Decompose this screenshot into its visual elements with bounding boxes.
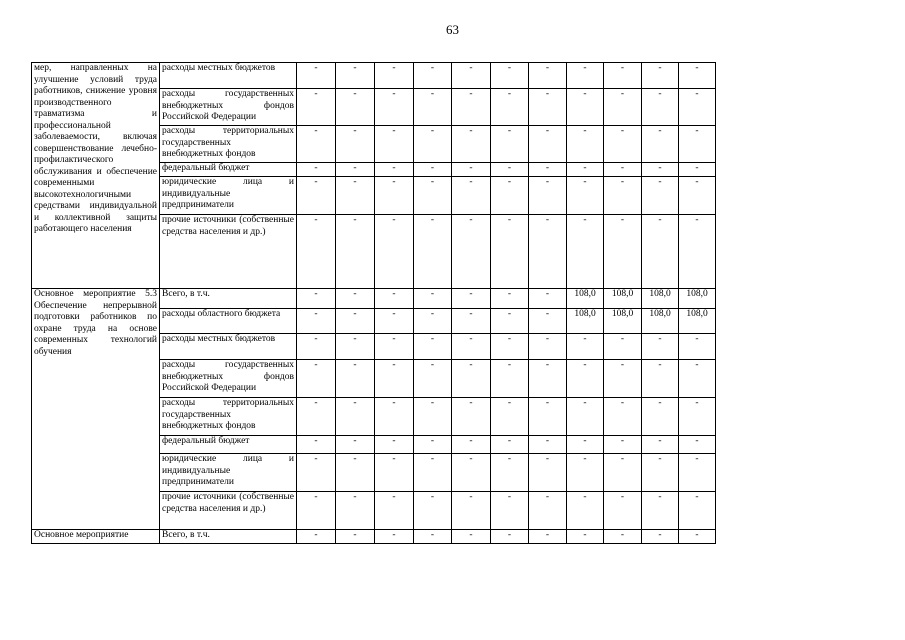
value-cell: -	[297, 177, 336, 215]
value-cell: 108,0	[604, 289, 642, 309]
value-cell: -	[604, 89, 642, 126]
value-cell: -	[567, 126, 604, 163]
measure-cell: мер, направленных на улучшение условий труда работников, снижение уровня производственного травматизма и профессиональной заболеваемости, включая совершенствование лечебно-профилактического обслуживания и обеспечение современными высокотехнологичными средствами индивидуальной и коллективной защиты работающего населения	[32, 63, 160, 289]
value-cell: -	[567, 215, 604, 289]
value-cell: -	[375, 360, 414, 398]
funding-source-cell: федеральный бюджет	[160, 436, 297, 454]
value-cell: -	[336, 360, 375, 398]
value-cell: -	[336, 289, 375, 309]
value-cell: -	[452, 177, 491, 215]
value-cell: -	[414, 436, 452, 454]
funding-source-cell: расходы государственных внебюджетных фондов Российской Федерации	[160, 89, 297, 126]
funding-source-cell: федеральный бюджет	[160, 163, 297, 177]
value-cell: -	[375, 126, 414, 163]
value-cell: -	[375, 63, 414, 89]
value-cell: -	[297, 454, 336, 492]
value-cell: -	[414, 63, 452, 89]
value-cell: -	[491, 126, 529, 163]
value-cell: 108,0	[642, 309, 679, 334]
value-cell: -	[529, 360, 567, 398]
value-cell: -	[491, 163, 529, 177]
value-cell: -	[297, 334, 336, 360]
table-row	[32, 63, 716, 89]
value-cell: -	[567, 63, 604, 89]
value-cell: -	[679, 63, 716, 89]
value-cell: 108,0	[567, 289, 604, 309]
value-cell: -	[642, 215, 679, 289]
value-cell: -	[452, 398, 491, 436]
value-cell: -	[679, 89, 716, 126]
value-cell: -	[452, 492, 491, 530]
value-cell: -	[375, 454, 414, 492]
value-cell: -	[529, 89, 567, 126]
value-cell: -	[642, 436, 679, 454]
value-cell: -	[642, 334, 679, 360]
value-cell: 108,0	[642, 289, 679, 309]
value-cell: -	[297, 126, 336, 163]
value-cell: -	[297, 289, 336, 309]
value-cell: -	[642, 126, 679, 163]
value-cell: -	[297, 63, 336, 89]
value-cell: -	[336, 63, 375, 89]
value-cell: -	[679, 530, 716, 544]
value-cell: -	[452, 530, 491, 544]
value-cell: -	[414, 89, 452, 126]
value-cell: -	[679, 163, 716, 177]
funding-source-cell: юридические лица и индивидуальные предприниматели	[160, 454, 297, 492]
value-cell: -	[604, 454, 642, 492]
measure-cell: Основное мероприятие	[32, 530, 160, 544]
value-cell: -	[642, 163, 679, 177]
funding-source-cell: расходы областного бюджета	[160, 309, 297, 334]
value-cell: -	[414, 454, 452, 492]
value-cell: -	[336, 492, 375, 530]
value-cell: -	[604, 334, 642, 360]
value-cell: -	[414, 334, 452, 360]
value-cell: -	[375, 492, 414, 530]
value-cell: -	[297, 215, 336, 289]
value-cell: -	[491, 334, 529, 360]
value-cell: -	[567, 454, 604, 492]
value-cell: -	[529, 530, 567, 544]
value-cell: -	[336, 89, 375, 126]
funding-source-cell: юридические лица и индивидуальные предприниматели	[160, 177, 297, 215]
value-cell: -	[452, 454, 491, 492]
value-cell: -	[414, 289, 452, 309]
value-cell: 108,0	[604, 309, 642, 334]
value-cell: -	[375, 530, 414, 544]
value-cell: -	[679, 398, 716, 436]
funding-source-cell: расходы местных бюджетов	[160, 63, 297, 89]
value-cell: -	[375, 398, 414, 436]
value-cell: -	[336, 215, 375, 289]
value-cell: -	[642, 89, 679, 126]
value-cell: -	[604, 163, 642, 177]
funding-source-cell: прочие источники (собственные средства населения и др.)	[160, 492, 297, 530]
funding-source-cell: расходы территориальных государственных внебюджетных фондов	[160, 126, 297, 163]
value-cell: -	[567, 530, 604, 544]
value-cell: -	[529, 177, 567, 215]
value-cell: -	[452, 63, 491, 89]
page-number: 63	[446, 22, 459, 37]
value-cell: -	[414, 530, 452, 544]
value-cell: -	[491, 530, 529, 544]
funding-source-cell: расходы местных бюджетов	[160, 334, 297, 360]
value-cell: -	[336, 126, 375, 163]
value-cell: -	[642, 63, 679, 89]
value-cell: -	[414, 177, 452, 215]
value-cell: 108,0	[679, 309, 716, 334]
table-row	[32, 530, 716, 544]
value-cell: -	[567, 334, 604, 360]
value-cell: -	[375, 89, 414, 126]
value-cell: -	[642, 177, 679, 215]
funding-source-cell: расходы государственных внебюджетных фондов Российской Федерации	[160, 360, 297, 398]
value-cell: -	[529, 454, 567, 492]
value-cell: -	[375, 215, 414, 289]
value-cell: -	[336, 454, 375, 492]
value-cell: -	[604, 63, 642, 89]
value-cell: -	[491, 177, 529, 215]
value-cell: -	[375, 436, 414, 454]
value-cell: -	[679, 436, 716, 454]
value-cell: -	[297, 163, 336, 177]
value-cell: -	[491, 309, 529, 334]
value-cell: -	[604, 215, 642, 289]
value-cell: -	[642, 454, 679, 492]
value-cell: -	[491, 215, 529, 289]
value-cell: -	[491, 63, 529, 89]
value-cell: -	[491, 289, 529, 309]
value-cell: -	[529, 215, 567, 289]
value-cell: -	[679, 454, 716, 492]
value-cell: -	[452, 334, 491, 360]
value-cell: -	[336, 163, 375, 177]
value-cell: -	[529, 163, 567, 177]
funding-source-cell: прочие источники (собственные средства населения и др.)	[160, 215, 297, 289]
value-cell: -	[642, 360, 679, 398]
value-cell: -	[375, 177, 414, 215]
value-cell: -	[529, 289, 567, 309]
value-cell: -	[567, 492, 604, 530]
value-cell: -	[414, 215, 452, 289]
value-cell: -	[679, 126, 716, 163]
value-cell: -	[375, 334, 414, 360]
value-cell: -	[414, 492, 452, 530]
value-cell: -	[642, 398, 679, 436]
value-cell: -	[642, 530, 679, 544]
value-cell: -	[567, 436, 604, 454]
value-cell: -	[491, 360, 529, 398]
value-cell: -	[491, 89, 529, 126]
value-cell: -	[336, 334, 375, 360]
value-cell: -	[491, 454, 529, 492]
value-cell: -	[452, 163, 491, 177]
value-cell: -	[529, 492, 567, 530]
value-cell: -	[452, 309, 491, 334]
value-cell: -	[452, 89, 491, 126]
value-cell: -	[679, 177, 716, 215]
value-cell: -	[679, 334, 716, 360]
value-cell: -	[336, 530, 375, 544]
table-row	[32, 289, 716, 309]
value-cell: -	[604, 360, 642, 398]
value-cell: -	[604, 436, 642, 454]
value-cell: -	[604, 126, 642, 163]
value-cell: -	[604, 530, 642, 544]
value-cell: -	[375, 163, 414, 177]
value-cell: -	[567, 360, 604, 398]
value-cell: -	[529, 436, 567, 454]
value-cell: -	[297, 436, 336, 454]
value-cell: -	[529, 63, 567, 89]
measure-cell: Основное мероприятие 5.3 Обеспечение непрерывной подготовки работников по охране труда на основе современных технологий обучения	[32, 289, 160, 530]
value-cell: -	[297, 360, 336, 398]
value-cell: -	[567, 163, 604, 177]
value-cell: -	[679, 360, 716, 398]
value-cell: -	[336, 436, 375, 454]
value-cell: -	[336, 309, 375, 334]
table-body	[32, 63, 716, 544]
value-cell: -	[414, 360, 452, 398]
value-cell: -	[604, 492, 642, 530]
value-cell: -	[297, 309, 336, 334]
value-cell: -	[567, 398, 604, 436]
value-cell: -	[491, 436, 529, 454]
value-cell: -	[529, 309, 567, 334]
value-cell: -	[297, 89, 336, 126]
value-cell: -	[452, 289, 491, 309]
value-cell: -	[529, 398, 567, 436]
value-cell: -	[375, 289, 414, 309]
value-cell: -	[414, 126, 452, 163]
value-cell: -	[297, 530, 336, 544]
value-cell: -	[452, 215, 491, 289]
value-cell: -	[679, 492, 716, 530]
value-cell: -	[491, 398, 529, 436]
value-cell: -	[452, 126, 491, 163]
value-cell: -	[336, 398, 375, 436]
funding-source-cell: Всего, в т.ч.	[160, 530, 297, 544]
value-cell: -	[414, 309, 452, 334]
value-cell: -	[604, 398, 642, 436]
value-cell: -	[567, 177, 604, 215]
funding-table	[31, 62, 716, 544]
value-cell: -	[567, 89, 604, 126]
value-cell: -	[604, 177, 642, 215]
value-cell: -	[529, 126, 567, 163]
value-cell: -	[452, 436, 491, 454]
value-cell: -	[642, 492, 679, 530]
funding-source-cell: расходы территориальных государственных внебюджетных фондов	[160, 398, 297, 436]
value-cell: -	[452, 360, 491, 398]
value-cell: 108,0	[679, 289, 716, 309]
funding-source-cell: Всего, в т.ч.	[160, 289, 297, 309]
value-cell: -	[414, 398, 452, 436]
value-cell: 108,0	[567, 309, 604, 334]
value-cell: -	[297, 398, 336, 436]
value-cell: -	[414, 163, 452, 177]
value-cell: -	[529, 334, 567, 360]
value-cell: -	[336, 177, 375, 215]
value-cell: -	[297, 492, 336, 530]
value-cell: -	[491, 492, 529, 530]
value-cell: -	[679, 215, 716, 289]
value-cell: -	[375, 309, 414, 334]
